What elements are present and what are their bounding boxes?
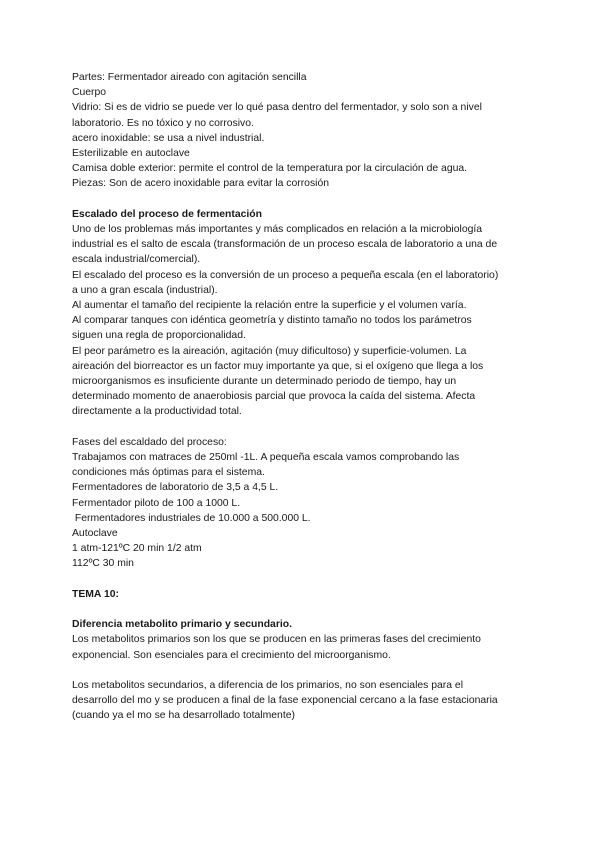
text-line: escala industrial/comercial). — [72, 254, 201, 266]
text-line: El peor parámetro es la aireación, agitación (muy dificultoso) y superficie-volumen. La — [72, 345, 467, 357]
spacer — [72, 420, 542, 435]
text-line: Fermentadores de laboratorio de 3,5 a 4,5 L. — [72, 482, 279, 494]
spacer — [72, 572, 542, 587]
text-line: exponencial. Son esenciales para el crecimiento del microorganismo. — [72, 649, 391, 661]
text-line: Autoclave — [72, 528, 118, 540]
spacer — [72, 602, 542, 617]
text-line: directamente a la productividad total. — [72, 406, 242, 418]
text-line: Vidrio: Si es de vidrio se puede ver lo qué pasa dentro del fermentador, y solo son a nivel — [72, 102, 482, 114]
spacer — [72, 192, 542, 207]
text-line: Esterilizable en autoclave — [72, 148, 190, 160]
text-line: El escalado del proceso es la conversión de un proceso a pequeña escala (en el laboratorio) — [72, 269, 499, 281]
text-line: (cuando ya el mo se ha desarrollado totalmente) — [72, 710, 295, 722]
text-line: condiciones más óptimas para el sistema. — [72, 467, 265, 479]
tema-title: TEMA 10: — [72, 588, 119, 600]
text-line: desarrollo del mo y se producen a final de la fase exponencial cercano a la fase estacionaria — [72, 695, 498, 707]
text-line: Al comparar tanques con idéntica geometría y distinto tamaño no todos los parámetros — [72, 315, 472, 327]
text-line: 112ºC 30 min — [72, 558, 134, 570]
parts-section — [72, 70, 542, 192]
text-line: determinado momento de anaerobiosis parcial que provoca la caída del sistema. Afecta — [72, 391, 476, 403]
tema-10-section — [72, 587, 542, 724]
text-line: Uno de los problemas más importantes y más complicados en relación a la microbiología — [72, 224, 483, 236]
text-line: Trabajamos con matraces de 250ml -1L. A pequeña escala vamos comprobando las — [72, 452, 460, 464]
text-line: siguen una regla de proporcionalidad. — [72, 330, 246, 342]
text-line: Piezas: Son de acero inoxidable para evitar la corrosión — [72, 178, 330, 190]
text-line: Fases del escaldado del proceso: — [72, 436, 227, 448]
text-line: Camisa doble exterior: permite el control de la temperatura por la circulación de agua. — [72, 163, 468, 175]
text-line: Fermentador piloto de 100 a 1000 L. — [72, 497, 241, 509]
text-line: a uno a gran escala (industrial). — [72, 284, 218, 296]
text-line: industrial es el salto de escala (transformación de un proceso escala de laboratorio a una de — [72, 239, 498, 251]
text-line: Al aumentar el tamaño del recipiente la relación entre la superficie y el volumen varía. — [72, 300, 467, 312]
phases-section — [72, 435, 542, 572]
text-line: laboratorio. Es no tóxico y no corrosivo. — [72, 117, 254, 129]
section-heading: Diferencia metabolito primario y secundario. — [72, 619, 292, 631]
document-page — [72, 70, 542, 724]
text-line: Partes: Fermentador aireado con agitación sencilla — [72, 72, 307, 83]
text-line: Cuerpo — [72, 87, 107, 99]
text-line: 1 atm-121ºC 20 min 1/2 atm — [72, 543, 202, 555]
text-line: aireación del biorreactor es un factor muy importante ya que, si el oxígeno que llega a los — [72, 360, 484, 372]
spacer — [72, 663, 542, 678]
text-line: Los metabolitos primarios son los que se producen en las primeras fases del crecimiento — [72, 634, 481, 646]
text-line: Los metabolitos secundarios, a diferencia de los primarios, no son esenciales para el — [72, 680, 464, 692]
section-heading: Escalado del proceso de fermentación — [72, 208, 262, 220]
text-line: acero inoxidable: se usa a nivel industrial. — [72, 132, 265, 144]
text-line: microorganismos es insuficiente durante un determinado periodo de tiempo, hay un — [72, 376, 457, 388]
text-line: Fermentadores industriales de 10.000 a 500.000 L. — [72, 512, 311, 524]
scaling-section — [72, 207, 542, 420]
